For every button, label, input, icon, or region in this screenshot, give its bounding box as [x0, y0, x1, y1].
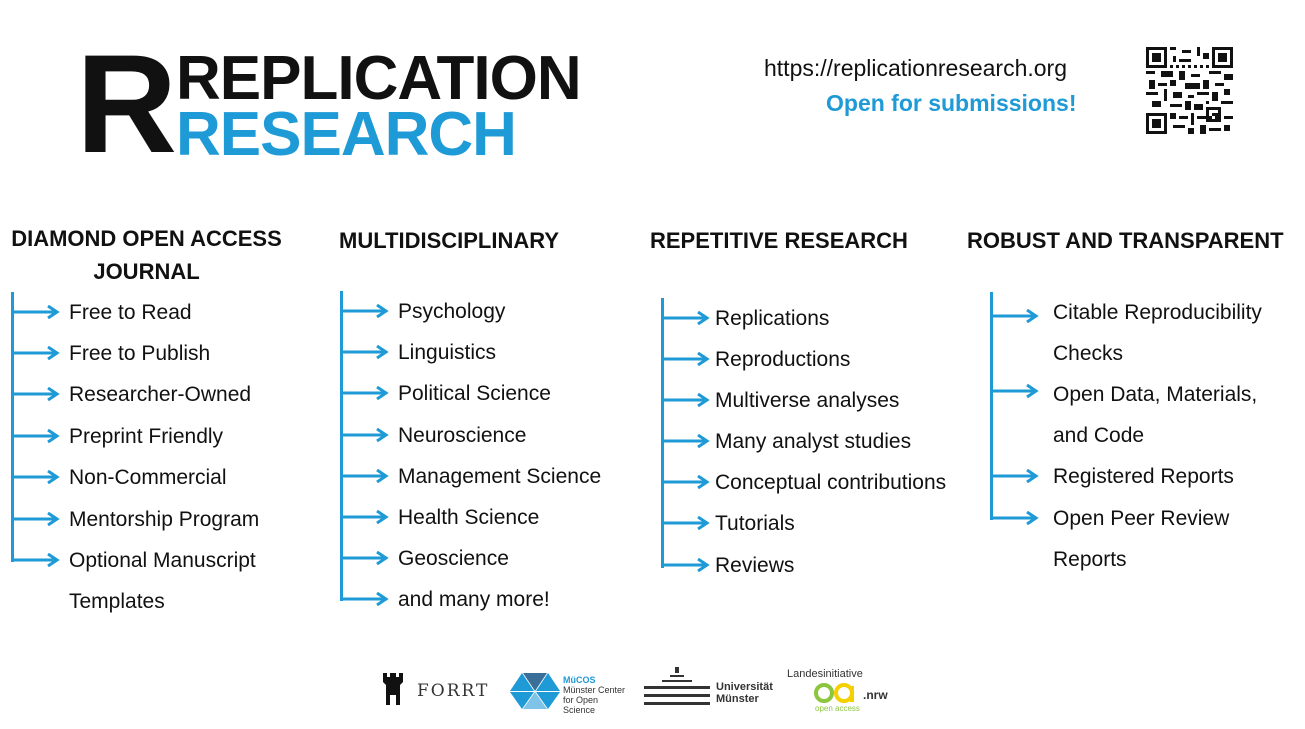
feature-list-diamond [11, 292, 301, 622]
arrow-right-icon [12, 512, 60, 526]
list-item-label: Neuroscience [398, 424, 527, 447]
list-item-label: Geoscience [398, 547, 509, 570]
journal-logo [76, 25, 646, 182]
feature-list-robust [990, 292, 1290, 582]
list-item-label: Management Science [398, 465, 602, 488]
list-item-label: Conceptual contributions [715, 471, 947, 494]
column-title-line: ROBUST AND TRANSPARENT [967, 228, 1284, 253]
oa-top-text: Landesinitiative [787, 668, 863, 680]
list-bracket-line [990, 292, 993, 520]
arrow-right-icon [341, 428, 389, 442]
mucos-line-2: for Open Science [563, 695, 599, 715]
feature-list-multidisciplinary [340, 291, 630, 621]
arrow-right-icon [341, 469, 389, 483]
list-item-label: Registered Reports [1053, 465, 1234, 488]
arrow-right-icon [662, 352, 710, 366]
list-item-label: Free to Publish [69, 342, 211, 365]
oa-nrw-text: .nrw [863, 688, 888, 702]
logo-r-mark [76, 25, 172, 182]
partner-logo-oa-nrw [787, 669, 897, 713]
list-item-label: Open Peer Review [1053, 507, 1230, 530]
column-title-line: REPETITIVE RESEARCH [650, 228, 908, 253]
arrow-right-icon [662, 475, 710, 489]
arrow-right-icon [12, 429, 60, 443]
column-title-diamond-open-access [0, 222, 293, 288]
partner-logo-uni-muenster [644, 665, 776, 711]
arrow-right-icon [662, 311, 710, 325]
arrow-right-icon [991, 384, 1039, 398]
logo-line-1: REPLICATION [176, 44, 581, 113]
partner-logo-mucos [510, 665, 630, 715]
oa-logo-icon [813, 682, 861, 704]
arrow-right-icon [341, 510, 389, 524]
arrow-right-icon [991, 469, 1039, 483]
oa-sub-text: open access [815, 704, 860, 713]
column-title-repetitive-research [650, 224, 908, 257]
column-title-line: MULTIDISCIPLINARY [339, 228, 559, 253]
arrow-right-icon [662, 434, 710, 448]
arrow-right-icon [662, 558, 710, 572]
list-item-label: and many more! [398, 588, 550, 611]
university-line-1: Universität [716, 681, 773, 693]
website-url[interactable]: https://replicationresearch.org [764, 55, 1067, 81]
university-line-2: Münster [716, 693, 759, 705]
list-item-label: Citable Reproducibility [1053, 301, 1262, 324]
arrow-right-icon [662, 393, 710, 407]
arrow-right-icon [991, 309, 1039, 323]
feature-list-repetitive [661, 298, 961, 588]
arrow-right-icon [662, 516, 710, 530]
list-item-label: Tutorials [715, 512, 795, 535]
arrow-right-icon [12, 305, 60, 319]
column-title-line: JOURNAL [93, 259, 200, 284]
mucos-line-1: Münster Center [563, 685, 626, 695]
list-item-label: Psychology [398, 300, 506, 323]
logo-line-2: RESEARCH [176, 100, 516, 169]
list-item-label: Replications [715, 307, 830, 330]
forrt-logo-text: FORRT [417, 681, 490, 701]
tower-icon [382, 673, 404, 705]
column-title-robust-transparent [967, 224, 1284, 257]
arrow-right-icon [341, 551, 389, 565]
arrow-right-icon [12, 470, 60, 484]
partner-logo-forrt [382, 665, 490, 711]
list-item-label: Templates [69, 590, 165, 613]
list-item-label: Optional Manuscript [69, 549, 256, 572]
arrow-right-icon [12, 346, 60, 360]
arrow-right-icon [341, 592, 389, 606]
arrow-right-icon [341, 386, 389, 400]
list-item-label: Health Science [398, 506, 540, 529]
arrow-right-icon [991, 511, 1039, 525]
list-item-label: Reviews [715, 554, 795, 577]
arrow-right-icon [341, 304, 389, 318]
list-item-label: Mentorship Program [69, 508, 260, 531]
column-title-line: DIAMOND OPEN ACCESS [11, 226, 282, 251]
list-item-label: Free to Read [69, 301, 192, 324]
list-item-label: Linguistics [398, 341, 497, 364]
list-item-label: Multiverse analyses [715, 389, 900, 412]
list-item-label: and Code [1053, 424, 1145, 447]
list-item-label: Non-Commercial [69, 466, 227, 489]
list-item-label: Open Data, Materials, [1053, 383, 1258, 406]
column-title-multidisciplinary [339, 224, 559, 257]
logo-r-letter: R [76, 25, 172, 182]
list-item-label: Reproductions [715, 348, 851, 371]
mucos-title: MüCOS [563, 675, 596, 685]
list-item-label: Preprint Friendly [69, 425, 224, 448]
arrow-right-icon [12, 387, 60, 401]
arrow-right-icon [341, 345, 389, 359]
list-item-label: Researcher-Owned [69, 383, 252, 406]
list-item-label: Reports [1053, 548, 1127, 571]
list-item-label: Checks [1053, 342, 1124, 365]
mucos-triangles-icon [510, 673, 560, 709]
submissions-callout: Open for submissions! [826, 90, 1077, 116]
qr-code-icon [1146, 47, 1233, 134]
list-item-label: Many analyst studies [715, 430, 912, 453]
university-building-icon [644, 667, 710, 707]
arrow-right-icon [12, 553, 60, 567]
list-item-label: Political Science [398, 382, 551, 405]
